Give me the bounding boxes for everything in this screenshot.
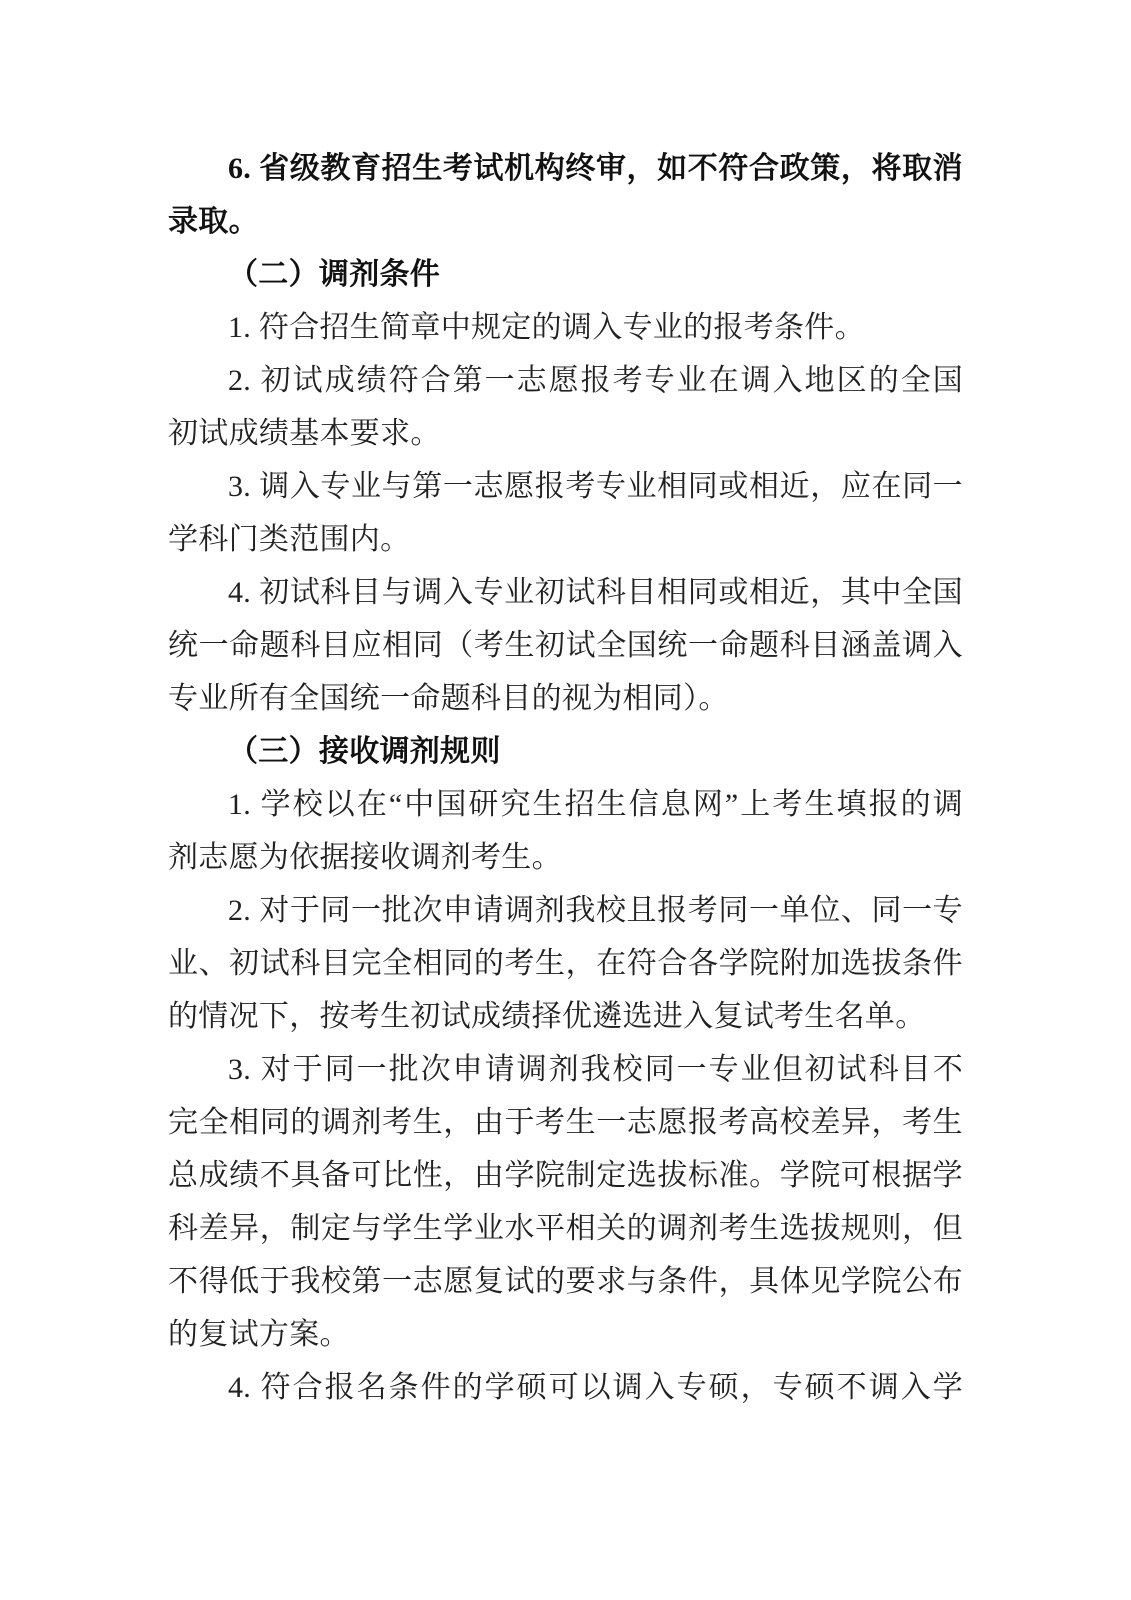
document-body [168,142,963,1414]
doc-line: 4. 初试科目与调入专业初试科目相同或相近，其中全国 [228,576,963,609]
doc-line: 剂志愿为依据接收调剂考生。 [168,841,562,874]
doc-line: 3. 调入专业与第一志愿报考专业相同或相近，应在同一 [228,470,963,503]
doc-line: 1. 学校以在“中国研究生招生信息网”上考生填报的调 [228,788,963,821]
doc-line: 专业所有全国统一命题科目的视为相同）。 [168,682,729,715]
doc-line: 录取。 [168,205,259,238]
doc-line: 总成绩不具备可比性，由学院制定选拔标准。学院可根据学 [168,1159,963,1192]
doc-line: 4. 符合报名条件的学硕可以调入专硕，专硕不调入学 [228,1371,963,1404]
doc-line: 初试成绩基本要求。 [168,417,441,450]
doc-line: 的复试方案。 [168,1318,350,1351]
doc-line: 1. 符合招生简章中规定的调入专业的报考条件。 [228,311,865,344]
doc-line: 6. 省级教育招生考试机构终审，如不符合政策，将取消 [228,152,963,185]
doc-line: 3. 对于同一批次申请调剂我校同一专业但初试科目不 [228,1053,963,1086]
doc-line: 2. 初试成绩符合第一志愿报考专业在调入地区的全国 [228,364,963,397]
doc-line: 科差异，制定与学生学业水平相关的调剂考生选拔规则，但 [168,1212,963,1245]
doc-line: 的情况下，按考生初试成绩择优遴选进入复试考生名单。 [168,1000,926,1033]
section-heading: （二）调剂条件 [228,258,441,291]
doc-line: 2. 对于同一批次申请调剂我校且报考同一单位、同一专 [228,894,963,927]
doc-line: 学科门类范围内。 [168,523,411,556]
doc-line: 统一命题科目应相同（考生初试全国统一命题科目涵盖调入 [168,629,963,662]
doc-line: 不得低于我校第一志愿复试的要求与条件，具体见学院公布 [168,1265,963,1298]
section-heading: （三）接收调剂规则 [228,735,501,768]
doc-line: 完全相同的调剂考生，由于考生一志愿报考高校差异，考生 [168,1106,963,1139]
doc-line: 业、初试科目完全相同的考生，在符合各学院附加选拔条件 [168,947,963,980]
